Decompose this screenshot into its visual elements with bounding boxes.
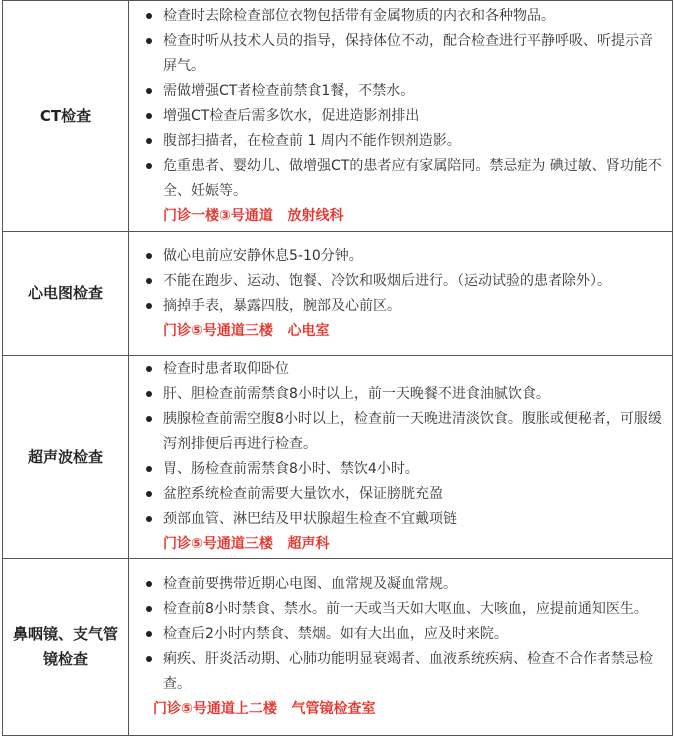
- section-ecg: [3, 232, 673, 356]
- instruction-item: 做心电前应安静休息5-10分钟。: [143, 244, 666, 269]
- section-ct: [3, 1, 673, 232]
- instruction-item: 需做增强CT者检查前禁食1餐，不禁水。: [143, 79, 666, 104]
- exam-instructions-table: [2, 0, 673, 736]
- instruction-item: 摘掉手表，暴露四肢，腕部及心前区。: [143, 294, 666, 319]
- instruction-item: 检查时患者取仰卧位: [143, 357, 666, 382]
- exam-details: [129, 1, 673, 232]
- instruction-item: 检查后2小时内禁食、禁烟。如有大出血，应及时来院。: [143, 622, 666, 647]
- exam-name: CT检查: [3, 1, 129, 232]
- exam-location: 门诊⑤号通道三楼 超声科: [163, 536, 330, 552]
- instruction-item: 检查前8小时禁食、禁水。前一天或当天如大呕血、大咳血，应提前通知医生。: [143, 597, 666, 622]
- exam-name: 超声波检查: [3, 356, 129, 559]
- instruction-item: 检查时听从技术人员的指导，保持体位不动，配合检查进行平静呼吸、听提示音屏气。: [143, 29, 666, 79]
- instruction-item: 检查时去除检查部位衣物包括带有金属物质的内衣和各种物品。: [143, 4, 666, 29]
- instruction-item: 颈部血管、淋巴结及甲状腺超生检查不宜戴项链: [143, 507, 666, 532]
- exam-location: 门诊一楼③号通道 放射线科: [163, 207, 344, 224]
- instruction-item: 痢疾、肝炎活动期、心肺功能明显衰竭者、血液系统疾病、检查不合作者禁忌检查。: [143, 647, 666, 697]
- instruction-list: [143, 4, 666, 204]
- instruction-item: 胰腺检查前需空腹8小时以上，检查前一天晚进清淡饮食。腹胀或便秘者，可服缓泻剂排便后再进行检查。: [143, 407, 666, 457]
- section-endoscopy: [3, 559, 673, 736]
- instruction-item: 检查前要携带近期心电图、血常规及凝血常规。: [143, 572, 666, 597]
- exam-details: [129, 559, 673, 736]
- instruction-item: 增强CT检查后需多饮水，促进造影剂排出: [143, 104, 666, 129]
- exam-location: 门诊⑤号通道上二楼 气管镜检查室: [153, 701, 376, 717]
- exam-name: 鼻咽镜、支气管镜检查: [3, 559, 129, 736]
- instruction-item: 盆腔系统检查前需要大量饮水，保证膀胱充盈: [143, 482, 666, 507]
- exam-name: 心电图检查: [3, 232, 129, 356]
- instruction-item: 腹部扫描者，在检查前 1 周内不能作钡剂造影。: [143, 129, 666, 154]
- instruction-list: [143, 244, 666, 319]
- instruction-item: 危重患者、婴幼儿、做增强CT的患者应有家属陪同。禁忌症为 碘过敏、肾功能不全、妊娠等。: [143, 154, 666, 204]
- instruction-list: [143, 572, 666, 697]
- instruction-item: 肝、胆检查前需禁食8小时以上，前一天晚餐不进食油腻饮食。: [143, 382, 666, 407]
- instruction-list: [143, 357, 666, 532]
- instruction-item: 不能在跑步、运动、饱餐、冷饮和吸烟后进行。（运动试验的患者除外）。: [143, 269, 666, 294]
- exam-location: 门诊⑤号通道三楼 心电室: [163, 322, 330, 339]
- exam-details: [129, 232, 673, 356]
- exam-details: [129, 356, 673, 559]
- instruction-item: 胃、肠检查前需禁食8小时、禁饮4小时。: [143, 457, 666, 482]
- section-ultrasound: [3, 356, 673, 559]
